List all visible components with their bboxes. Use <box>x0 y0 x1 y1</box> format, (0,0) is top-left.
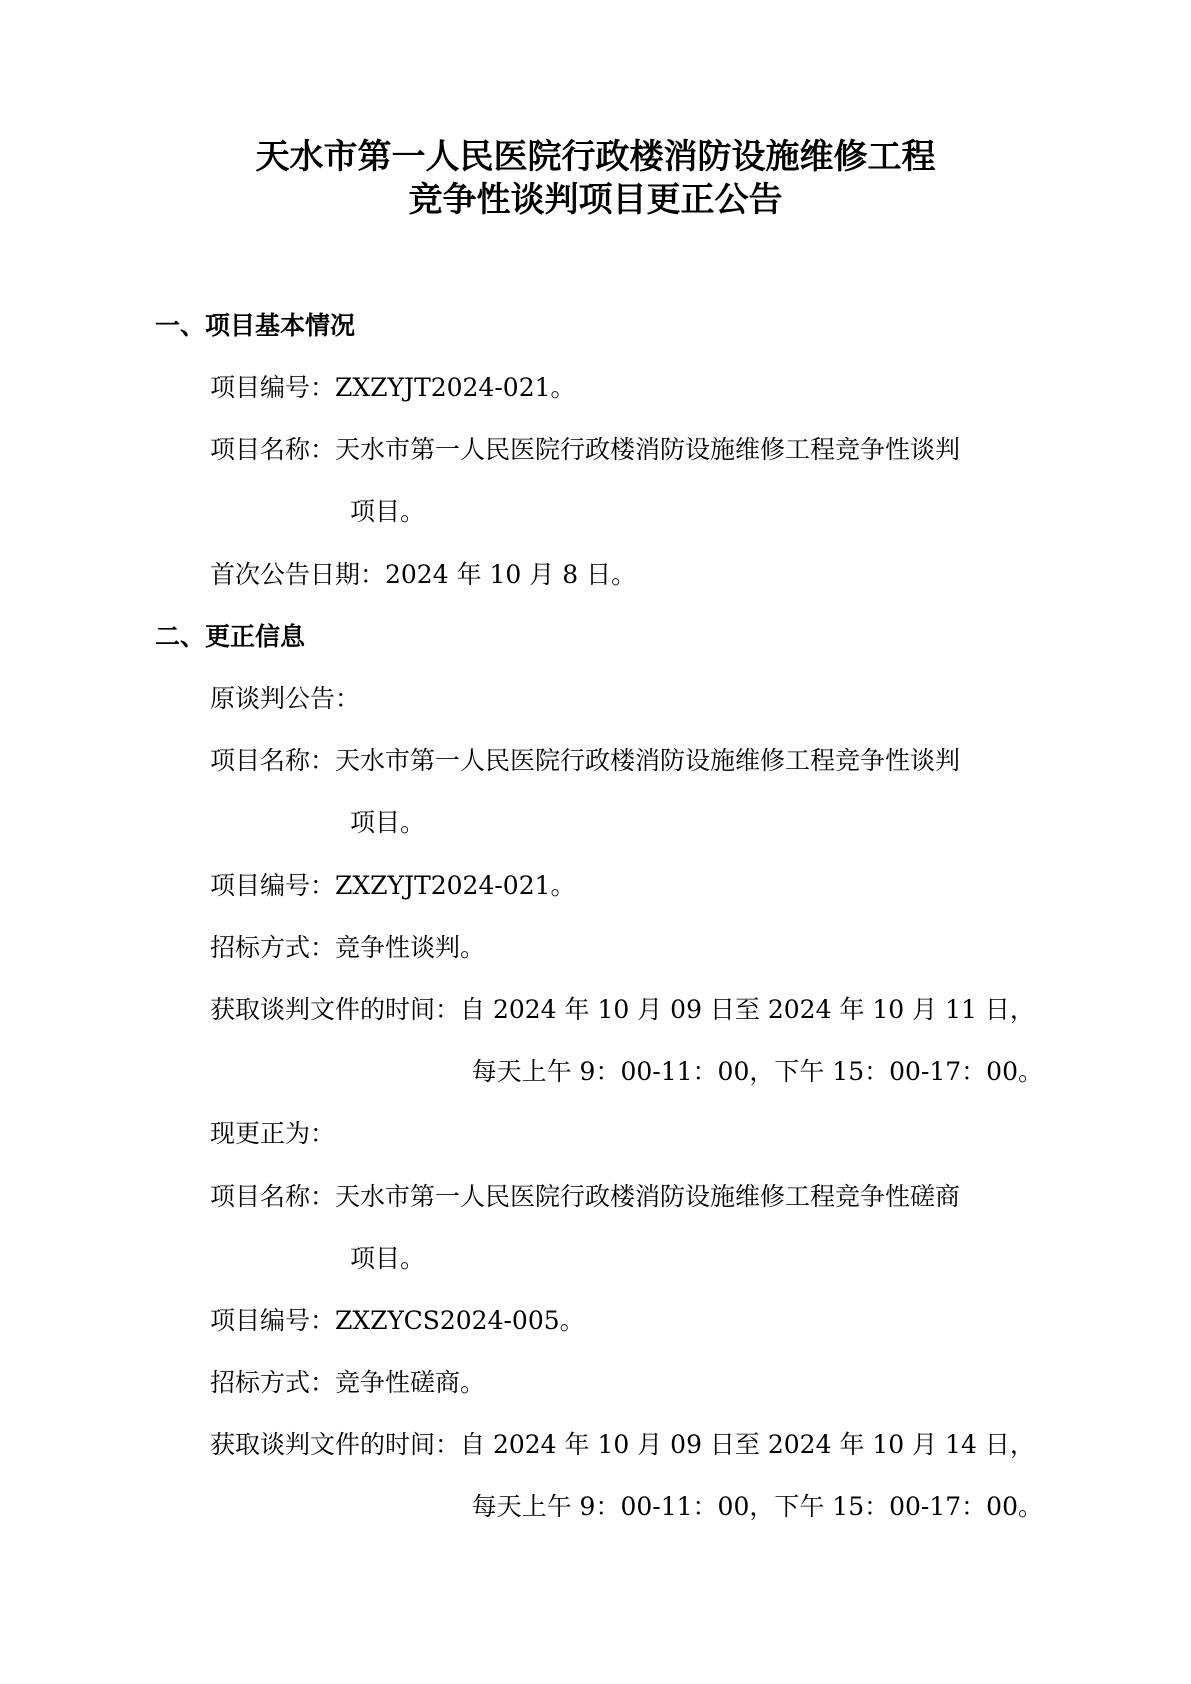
corrected-project-name-continuation: 项目。 <box>350 1244 426 1273</box>
project-name: 项目名称：天水市第一人民医院行政楼消防设施维修工程竞争性谈判 <box>210 435 961 464</box>
original-project-name-continuation: 项目。 <box>350 808 426 837</box>
corrected-document-time: 获取谈判文件的时间：自 2024 年 10 月 09 日至 2024 年 10 月 14 日， <box>210 1430 1035 1459</box>
project-name-continuation: 项目。 <box>350 497 426 526</box>
corrected-project-number: 项目编号：ZXZYCS2024-005。 <box>210 1306 585 1335</box>
original-project-name: 项目名称：天水市第一人民医院行政楼消防设施维修工程竞争性谈判 <box>210 746 961 775</box>
original-tender-method: 招标方式：竞争性谈判。 <box>210 933 486 962</box>
corrected-document-time-continuation: 每天上午 9：00-11：00，下午 15：00-17：00。 <box>471 1492 1043 1521</box>
corrected-label: 现更正为： <box>210 1119 336 1148</box>
corrected-project-name: 项目名称：天水市第一人民医院行政楼消防设施维修工程竞争性磋商 <box>210 1182 961 1211</box>
first-announcement-date: 首次公告日期：2024 年 10 月 8 日。 <box>210 560 637 589</box>
project-number: 项目编号：ZXZYJT2024-021。 <box>210 373 576 402</box>
original-document-time-continuation: 每天上午 9：00-11：00，下午 15：00-17：00。 <box>471 1057 1043 1086</box>
corrected-tender-method: 招标方式：竞争性磋商。 <box>210 1368 486 1397</box>
original-project-number: 项目编号：ZXZYJT2024-021。 <box>210 871 576 900</box>
original-announcement-label: 原谈判公告： <box>210 684 361 713</box>
section-heading-correction: 二、更正信息 <box>155 622 306 651</box>
section-heading-basic-info: 一、项目基本情况 <box>155 311 356 340</box>
document-title-line-1: 天水市第一人民医院行政楼消防设施维修工程 <box>255 137 936 177</box>
document-title-line-2: 竞争性谈判项目更正公告 <box>408 180 783 220</box>
original-document-time: 获取谈判文件的时间：自 2024 年 10 月 09 日至 2024 年 10 月 11 日， <box>210 995 1035 1024</box>
